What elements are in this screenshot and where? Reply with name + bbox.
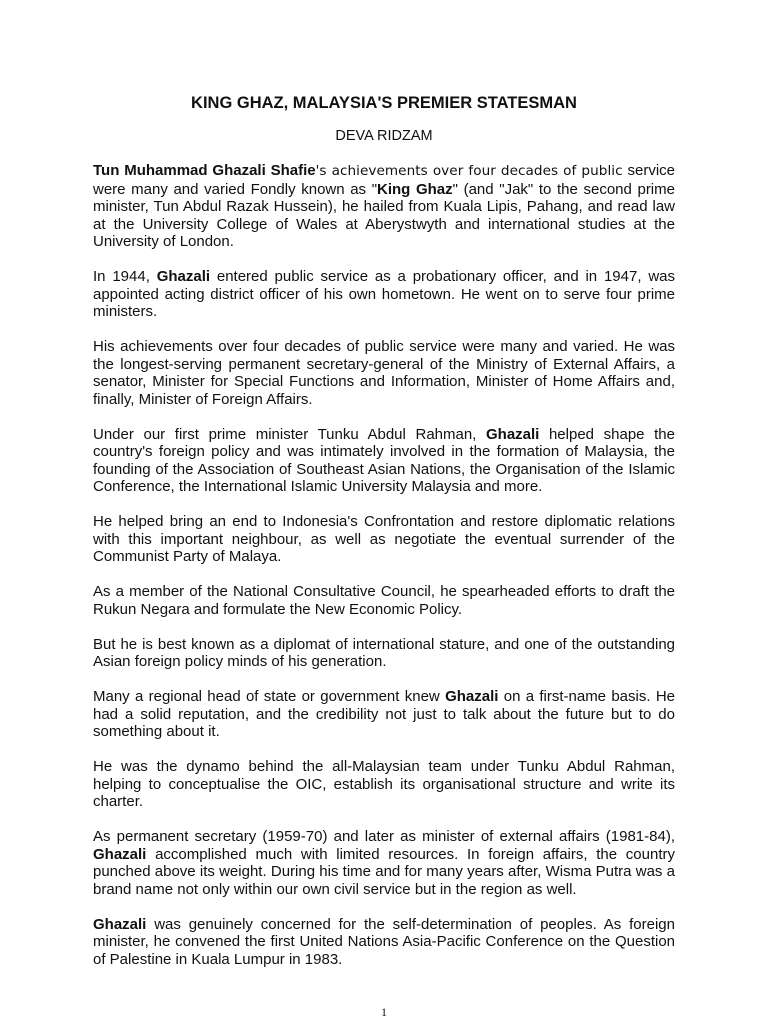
text-run: was genuinely concerned for the self-determination of peoples. As foreign minister, he convened the first United Nations Asia-Pacific Conference on the Question of Palestine in Kuala Lumpur in 1983. [93,915,675,968]
paragraph-secretary [93,828,675,898]
paragraph-diplomat [93,636,675,671]
document-title: KING GHAZ, MALAYSIA'S PREMIER STATESMAN [191,94,577,112]
bold-name: Ghazali [93,845,147,863]
paragraph-council [93,583,675,618]
text-run: entered public service as a probationary officer, and in 1947, was appointed acting district officer of his own hometown. He went on to serve four prime ministers. [93,268,675,320]
page-number: 1 [381,1005,387,1019]
text-run: accomplished much with limited resources. In foreign affairs, the country punched above its weight. During his time and for many years after, Wisma Putra was a brand name not only within our own civil service but in the region as well. [93,845,675,898]
text-run: " (and "Jak" to the second prime minister, Tun Abdul Razak Hussein), he hailed from Kuala Lipis, Pahang, and read law at the University College of Wales at Aberystwyth and international studies at the University of London. [93,180,675,250]
text-run: As a member of the National Consultative Council, he spearheaded efforts to draft the Rukun Negara and formulate the New Economic Policy. [93,583,675,618]
paragraph-achievements [93,338,675,408]
paragraph-intro [93,162,675,251]
bold-name: Ghazali [93,915,147,933]
text-run: His achievements over four decades of public service were many and varied. He was the longest-serving permanent secretary-general of the Ministry of External Affairs, a senator, Minister for Special Functions and Information, Minister of Home Affairs and, finally, Minister of Foreign Affairs. [93,338,675,408]
paragraph-confrontation [93,513,675,566]
text-run: But he is best known as a diplomat of international stature, and one of the outstanding Asian foreign policy minds of his generation. [93,635,675,670]
paragraph-palestine [93,916,675,969]
bold-name: Ghazali [156,268,211,285]
author-byline: DEVA RIDZAM [335,128,433,144]
text-run: He was the dynamo behind the all-Malaysian team under Tunku Abdul Rahman, helping to conceptualise the OIC, establish its organisational structure and write its charter. [93,758,675,810]
text-run: He helped bring an end to Indonesia's Confrontation and restore diplomatic relations with this important neighbour, as well as negotiate the eventual surrender of the Communist Party of Malaya. [93,513,675,565]
text-run: Under our first prime minister Tunku Abdul Rahman, [93,425,486,443]
text-run: As permanent secretary (1959-70) and later as minister of external affairs (1981-84), [93,828,675,845]
text-run: service were many and varied Fondly known as " [93,162,675,198]
text-run: In 1944, [93,268,157,285]
article-body [93,162,675,986]
bold-name: Ghazali [445,688,499,705]
text-run: Many a regional head of state or government knew [93,688,446,705]
paragraph-tunku [93,426,675,496]
text-run: helped shape the country's foreign policy and was intimately involved in the formation of Malaysia, the founding of the Association of Southeast Asian Nations, the Organisation of the Islamic Conference, the International Islamic University Malaysia and more. [93,425,675,495]
bold-name: Ghazali [485,425,540,443]
bold-name: Tun Muhammad Ghazali Shafie [93,162,316,179]
paragraph-reputation [93,688,675,741]
paragraph-1944 [93,268,675,321]
paragraph-oic [93,758,675,811]
text-run: on a first-name basis. He had a solid reputation, and the credibility not just to talk about the future but to do something about it. [93,688,675,740]
bold-name: King Ghaz [377,180,453,198]
text-run: 's achievements over four decades of public [315,163,623,179]
